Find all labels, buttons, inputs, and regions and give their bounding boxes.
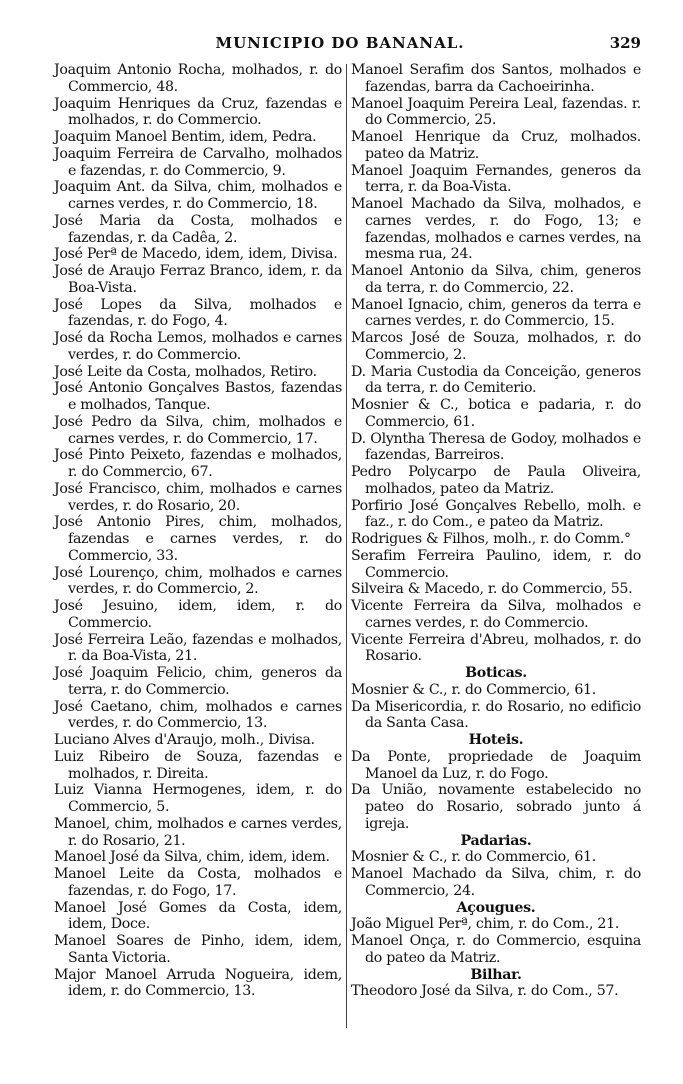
directory-entry: Major Manoel Arruda Nogueira, idem, idem, r. do Commercio, 13. bbox=[54, 966, 342, 1000]
directory-entry: Da Misericordia, r. do Rosario, no edificio da Santa Casa. bbox=[351, 698, 641, 732]
directory-entry: José Perª de Macedo, idem, idem, Divisa. bbox=[54, 246, 338, 263]
directory-entry: José Joaquim Felicio, chim, generos da terra, r. do Commercio. bbox=[54, 665, 342, 698]
directory-entry: Manoel Machado da Silva, molhados, e carnes verdes, r. do Fogo, 13; e fazendas, molhados e carnes verdes, na mesma rua, 24. bbox=[351, 196, 641, 263]
directory-entry: Da Ponte, propriedade de Joaquim Manoel da Luz, r. do Fogo. bbox=[351, 748, 641, 782]
directory-entry: José Maria da Costa, molhados e fazendas, r. da Cadêa, 2. bbox=[54, 212, 342, 246]
directory-entry: Manoel Joaquim Pereira Leal, fazendas. r. do Commercio, 25. bbox=[351, 95, 641, 129]
directory-entry: Da União, novamente estabelecido no pateo do Rosario, sobrado junto á igreja. bbox=[351, 782, 641, 832]
left-column bbox=[54, 62, 342, 1000]
directory-entry: José Pinto Peixeto, fazendas e molhados, r. do Commercio, 67. bbox=[54, 447, 342, 480]
directory-entry: Luiz Vianna Hermogenes, idem, r. do Commercio, 5. bbox=[54, 782, 342, 815]
running-title: MUNICIPIO DO BANANAL. bbox=[215, 34, 465, 52]
directory-entry: José Jesuino, idem, idem, r. do Commercio. bbox=[54, 598, 342, 631]
column-divider bbox=[346, 64, 347, 1028]
directory-entry: Manoel Machado da Silva, chim, r. do Commercio, 24. bbox=[351, 866, 641, 899]
directory-entry: Mosnier & C., botica e padaria, r. do Commercio, 61. bbox=[351, 397, 641, 430]
directory-entry: José Ferreira Leão, fazendas e molhados, r. da Boa-Vista, 21. bbox=[54, 631, 342, 665]
directory-entry: José de Araujo Ferraz Branco, idem, r. da Boa-Vista. bbox=[54, 263, 342, 296]
directory-entry: Rodrigues & Filhos, molh., r. do Comm.° bbox=[351, 531, 631, 547]
page-header bbox=[0, 34, 683, 56]
directory-entry: José Lopes da Silva, molhados e fazendas, r. do Fogo, 4. bbox=[54, 296, 342, 330]
directory-entry: Joaquim Antonio Rocha, molhados, r. do Commercio, 48. bbox=[54, 62, 342, 95]
directory-entry: Joaquim Manoel Bentim, idem, Pedra. bbox=[54, 129, 317, 145]
directory-entry: Serafim Ferreira Paulino, idem, r. do Commercio. bbox=[351, 547, 641, 581]
directory-entry: Mosnier & C., r. do Commercio, 61. bbox=[351, 681, 596, 698]
directory-entry: Theodoro José da Silva, r. do Com., 57. bbox=[351, 983, 619, 1000]
directory-entry: Pedro Polycarpo de Paula Oliveira, molhados, pateo da Matriz. bbox=[351, 464, 641, 497]
directory-entry: Manoel Ignacio, chim, generos da terra e carnes verdes, r. do Commercio, 15. bbox=[351, 296, 641, 330]
directory-entry: Joaquim Ferreira de Carvalho, molhados e fazendas, r. do Commercio, 9. bbox=[54, 145, 342, 179]
directory-entry: Manoel Joaquim Fernandes, generos da terra, r. da Boa-Vista. bbox=[351, 162, 641, 196]
section-heading: Padarias. bbox=[460, 832, 532, 849]
directory-entry: Joaquim Ant. da Silva, chim, molhados e carnes verdes, r. do Commercio, 18. bbox=[54, 179, 342, 212]
directory-entry: Porfirio José Gonçalves Rebello, molh. e faz., r. do Com., e pateo da Matriz. bbox=[351, 497, 641, 531]
directory-entry: José Antonio Pires, chim, molhados, fazendas e carnes verdes, r. do Commercio, 33. bbox=[54, 514, 342, 564]
directory-entry: José Caetano, chim, molhados e carnes verdes, r. do Commercio, 13. bbox=[54, 698, 342, 732]
directory-entry: José Pedro da Silva, chim, molhados e carnes verdes, r. do Commercio, 17. bbox=[54, 413, 342, 447]
directory-entry: Manoel José da Silva, chim, idem, idem. bbox=[54, 849, 330, 866]
page-number: 329 bbox=[609, 34, 641, 52]
directory-entry: Manoel Serafim dos Santos, molhados e fazendas, barra da Cachoeirinha. bbox=[351, 62, 641, 95]
directory-entry: Manoel José Gomes da Costa, idem, idem, Doce. bbox=[54, 899, 342, 933]
directory-entry: Vicente Ferreira da Silva, molhados e carnes verdes, r. do Commercio. bbox=[351, 598, 641, 631]
section-heading: Bilhar. bbox=[470, 966, 522, 983]
directory-entry: Manoel Antonio da Silva, chim, generos da terra, r. do Commercio, 22. bbox=[351, 263, 641, 296]
directory-entry: Luciano Alves d'Araujo, molh., Divisa. bbox=[54, 732, 315, 748]
directory-entry: Luiz Ribeiro de Souza, fazendas e molhados, r. Direita. bbox=[54, 748, 342, 782]
section-heading: Hoteis. bbox=[468, 732, 524, 748]
directory-entry: Manoel, chim, molhados e carnes verdes, r. do Rosario, 21. bbox=[54, 815, 342, 849]
directory-entry: José Antonio Gonçalves Bastos, fazendas e molhados, Tanque. bbox=[54, 380, 342, 413]
directory-entry: Mosnier & C., r. do Commercio, 61. bbox=[351, 849, 596, 866]
directory-entry: Marcos José de Souza, molhados, r. do Commercio, 2. bbox=[351, 330, 641, 363]
section-heading: Boticas. bbox=[465, 665, 527, 681]
directory-entry: Joaquim Henriques da Cruz, fazendas e molhados, r. do Commercio. bbox=[54, 95, 342, 129]
directory-entry: José Francisco, chim, molhados e carnes verdes, r. do Rosario, 20. bbox=[54, 480, 342, 514]
right-column bbox=[351, 62, 641, 1000]
directory-entry: D. Olyntha Theresa de Godoy, molhados e fazendas, Barreiros. bbox=[351, 430, 641, 464]
directory-entry: José Lourenço, chim, molhados e carnes verdes, r. do Commercio, 2. bbox=[54, 564, 342, 598]
directory-entry: Vicente Ferreira d'Abreu, molhados, r. do Rosario. bbox=[351, 631, 641, 665]
directory-entry: José da Rocha Lemos, molhados e carnes verdes, r. do Commercio. bbox=[54, 330, 342, 363]
directory-entry: D. Maria Custodia da Conceição, generos da terra, r. do Cemiterio. bbox=[351, 363, 641, 397]
directory-entry: Manoel Soares de Pinho, idem, idem, Santa Victoria. bbox=[54, 933, 342, 966]
directory-entry: Manoel Onça, r. do Commercio, esquina do pateo da Matriz. bbox=[351, 933, 641, 966]
directory-entry: José Leite da Costa, molhados, Retiro. bbox=[54, 363, 317, 380]
directory-entry: Manoel Leite da Costa, molhados e fazendas, r. do Fogo, 17. bbox=[54, 866, 342, 899]
directory-entry: João Miguel Perª, chim, r. do Com., 21. bbox=[351, 916, 620, 933]
section-heading: Açougues. bbox=[456, 899, 536, 916]
directory-entry: Manoel Henrique da Cruz, molhados. pateo da Matriz. bbox=[351, 129, 641, 162]
directory-entry: Silveira & Macedo, r. do Commercio, 55. bbox=[351, 581, 633, 598]
